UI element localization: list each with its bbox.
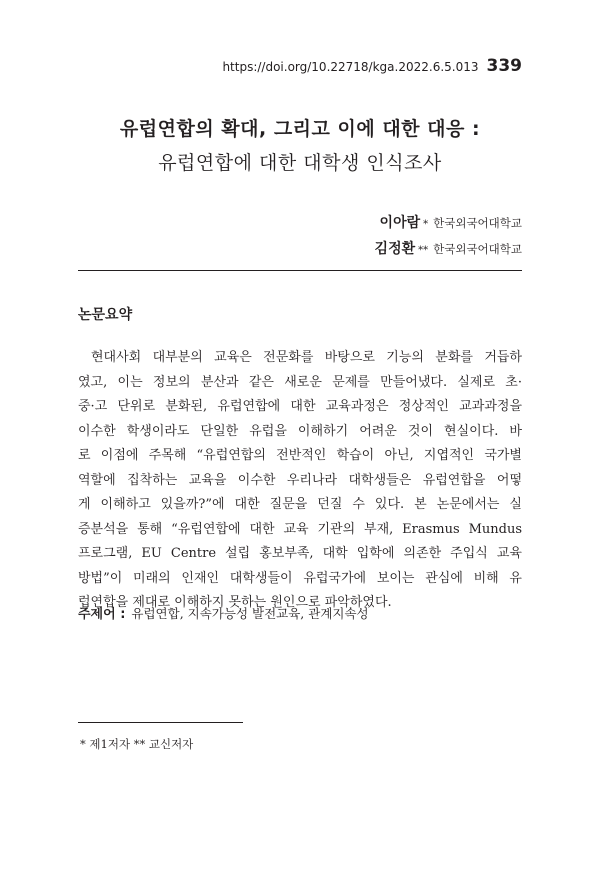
abstract-line: 증분석을 통해 “유럽연합에 대한 교육 기관의 부재, Erasmus Mundus [78, 521, 522, 537]
keywords-label: 주제어 : [78, 607, 126, 622]
abstract-line: 현대사회 대부분의 교육은 전문화를 바탕으로 기능의 분화를 거듭하 [91, 350, 522, 365]
author-1 [380, 212, 522, 232]
abstract-line: 였고, 이는 정보의 분산과 같은 새로운 문제를 만들어냈다. 실제로 초· [78, 374, 522, 390]
abstract-line: 방법”이 미래의 인재인 대학생들이 유럽국가에 보이는 관심에 비해 유 [78, 570, 522, 586]
keywords [78, 603, 369, 622]
abstract-line: 역할에 집착하는 교육을 이수한 우리나라 대학생들은 유럽연합을 어떻 [78, 472, 522, 488]
running-header [222, 56, 522, 76]
header-divider [78, 270, 522, 271]
author-2 [375, 238, 522, 258]
author-name: 이아람 [379, 215, 421, 231]
footnote: * 제1저자 ** 교신저자 [80, 737, 194, 751]
doi-link[interactable]: https://doi.org/10.22718/kga.2022.6.5.013 [222, 60, 479, 74]
keywords-text: 유럽연합, 지속가능성 발전교육, 관계지속성 [131, 606, 369, 621]
page-number: 339 [486, 56, 522, 76]
author-affiliation: 한국외국어대학교 [433, 216, 522, 230]
author-mark: ** [418, 245, 429, 256]
abstract-body [78, 346, 522, 616]
abstract-line: 이수한 학생이라도 단일한 유럽을 이해하기 어려운 것이 현실이다. 바 [78, 423, 522, 439]
abstract-line: 프로그램, EU Centre 설립 홍보부족, 대학 입학에 의존한 주입식 교육 [78, 546, 522, 561]
author-name: 김정환 [374, 241, 416, 257]
abstract-line: 로 이점에 주목해 “유럽연합의 전반적인 학습이 아닌, 지엽적인 국가별 [78, 448, 522, 463]
footnote-divider [78, 722, 243, 723]
abstract-heading: 논문요약 [78, 307, 133, 323]
abstract-line: 중·고 단위로 분화된, 유럽연합에 대한 교육과정은 정상적인 교과과정을 [78, 399, 522, 414]
author-affiliation: 한국외국어대학교 [433, 242, 522, 256]
paper-title: 유럽연합의 확대, 그리고 이에 대한 대응 : [119, 118, 481, 140]
author-mark: * [423, 219, 429, 230]
abstract-line: 게 이해하고 있을까?”에 대한 질문을 던질 수 있다. 본 논문에서는 실 [78, 497, 522, 512]
paper-subtitle: 유럽연합에 대한 대학생 인식조사 [158, 152, 442, 174]
abstract-line: 럽연합을 제대로 이해하지 못하는 원인으로 파악하였다. [78, 595, 392, 610]
